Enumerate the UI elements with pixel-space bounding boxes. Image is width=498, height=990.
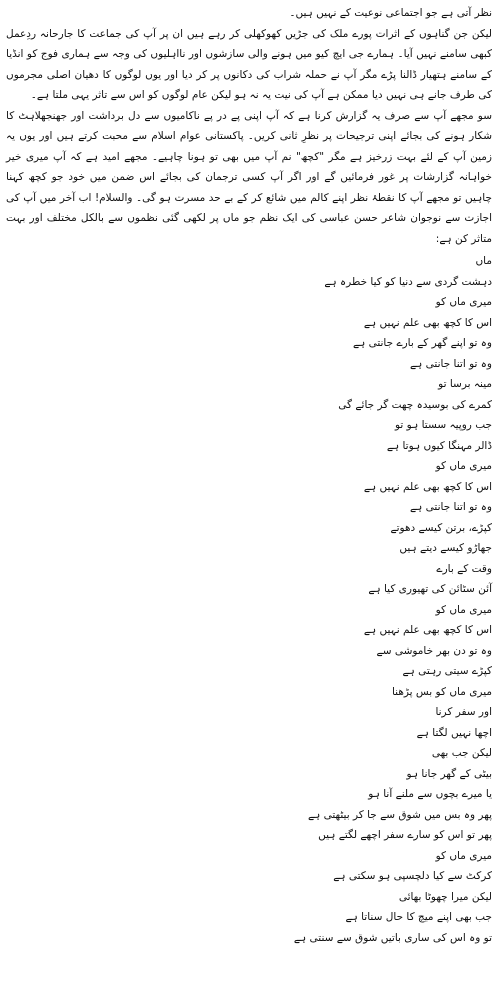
poem-line: دہشت گردی سے دنیا کو کیا خطرہ ہے <box>324 275 492 288</box>
poem-line: لیکن میرا چھوٹا بھائی <box>398 890 492 903</box>
poem-title: ماں <box>475 255 492 267</box>
poem-line: اس کا کچھ بھی علم نہیں ہے <box>363 480 492 493</box>
poem-line: میری ماں کو بس پڑھنا <box>391 685 492 698</box>
paragraph-3: سو مجھے آپ سے صرف یہ گزارش کرنا ہے کہ آپ اپنی پے در پے ناکامیوں سے دل برداشت اور جھنجھلاہٹ کا شکار ہونے کی بجائے اپنی ترجیحات پر نظرِ ثانی کریں۔ پاکستانی عوام اسلام سے محبت کرتے ہیں اور یوں یہ زمین آپ کے لئے بہت زرخیز ہے مگر "کچھ" نم آپ میں بھی تو ہونا چاہیے۔ مجھے امید ہے کہ آپ میری خیر خواہانہ گزارشات پر غور فرمائیں گے اور اگر آپ کسی ترجمان کی بجائے اس ضمن میں خود جو کچھ کہنا چاہیں تو مجھے آپ کا نقطۂ نظر اپنے کالم میں شائع کر کے بے حد مسرت ہو گی۔ والسلام! اب آخر میں آپ کی اجازت سے نوجوان شاعر حسن عباسی کی ایک نظم جو ماں پر لکھی گئی نظموں سے بالکل مختلف اور بہت متاثر کن ہے: <box>6 109 492 245</box>
poem-line: میری ماں کو <box>435 296 492 308</box>
poem-line: پھر وہ بس میں شوق سے جا کر بیٹھتی ہے <box>307 808 492 821</box>
poem-line: وقت کے بارے <box>436 562 492 575</box>
poem-line: جھاڑو کیسے دیتے ہیں <box>399 542 492 554</box>
poem-line: میری ماں کو <box>435 460 492 472</box>
poem-line: میری ماں کو <box>435 849 492 862</box>
poem-line: کرکٹ سے کیا دلچسپی ہو سکتی ہے <box>333 870 492 882</box>
poem-line: مینہ برسا تو <box>438 378 492 390</box>
poem-line: وہ تو اتنا جانتی ہے <box>410 357 492 370</box>
poem-line: وہ تو اپنے گھر کے بارے جانتی ہے <box>352 337 492 349</box>
poem-line: کپڑے سیتی رہتی ہے <box>402 665 492 677</box>
poem-line: آئن سٹائن کی تھیوری کیا ہے <box>368 583 492 595</box>
poem-line: وہ تو دن بھر خاموشی سے <box>376 644 492 657</box>
poem-line: تو وہ اس کی ساری باتیں شوق سے سنتی ہے <box>293 931 492 944</box>
poem-line: کپڑے، برتن کیسے دھوتے <box>390 521 492 534</box>
poem-line: اس کا کچھ بھی علم نہیں ہے <box>363 624 492 636</box>
poem-line: یا میرے بچوں سے ملنے آنا ہو <box>368 788 492 800</box>
paragraph-1: نظر آتی ہے جو اجتماعی نوعیت کے نہیں ہیں۔ <box>289 7 492 19</box>
poem <box>6 251 492 948</box>
poem-line: میری ماں کو <box>435 603 492 616</box>
article-prose <box>6 3 492 249</box>
poem-line: ڈالر مہنگا کیوں ہوتا ہے <box>386 439 492 452</box>
poem-line: جب بھی اپنے میچ کا حال سناتا ہے <box>345 911 492 923</box>
poem-line: اور سفر کرنا <box>435 706 492 718</box>
poem-line: پھر تو اس کو سارے سفر اچھے لگتے ہیں <box>318 829 492 841</box>
poem-line: کمرے کی بوسیدہ چھت گر جائے گی <box>338 398 492 411</box>
paragraph-2: لیکن جن گناہوں کے اثرات پورے ملک کی جڑیں کھوکھلی کر رہے ہیں ان پر آپ کی جماعت کا جارحانہ ردِعمل کبھی سامنے نہیں آیا۔ ہمارے جی ایچ کیو میں ہونے والی سازشوں اور نااہلیوں کی وجہ سے ہماری فوج کو انڈیا کے سامنے ہتھیار ڈالنا پڑے مگر آپ نے حملہ شراب کی دکانوں پر کر دیا اور یوں لوگوں کا دھیان اصلی مجرموں کی طرف جانے ہی نہیں دیا ممکن ہے آپ کی نیت یہ نہ ہو لیکن عام لوگوں کو اس سے تاثر یہی ملتا ہے۔ <box>6 27 492 101</box>
poem-line: لیکن جب بھی <box>431 747 492 759</box>
poem-line: وہ تو اتنا جانتی ہے <box>410 501 492 513</box>
poem-line: اچھا نہیں لگتا ہے <box>416 726 492 739</box>
poem-line: بیٹی کے گھر جانا ہو <box>406 767 492 780</box>
poem-line: جب روپیہ سستا ہو تو <box>395 419 492 431</box>
poem-line: اس کا کچھ بھی علم نہیں ہے <box>363 316 492 329</box>
